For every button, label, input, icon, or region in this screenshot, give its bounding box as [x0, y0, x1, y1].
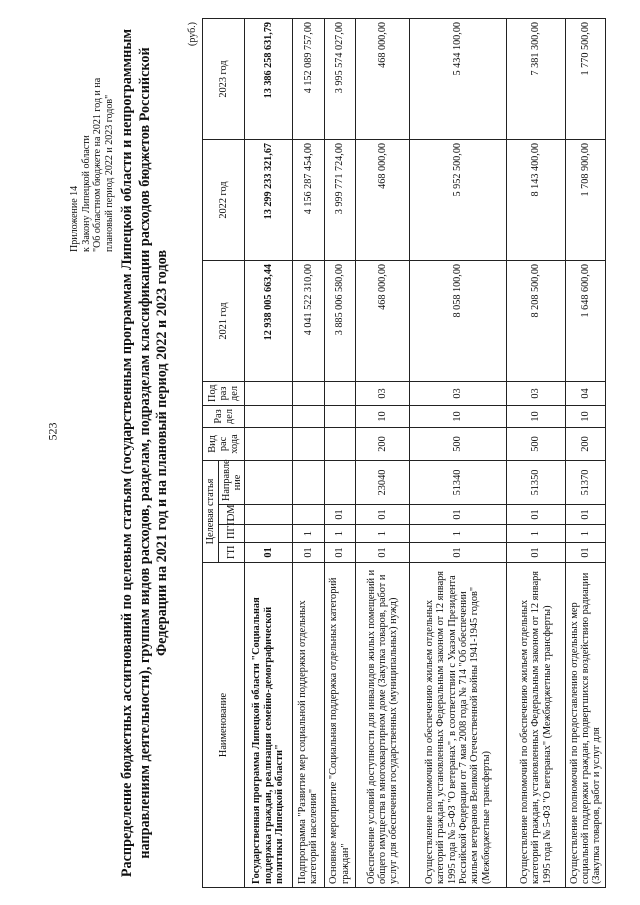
row-gp: 01 — [506, 543, 566, 563]
row-2023: 1 770 500,00 — [566, 18, 606, 139]
row-2022: 468 000,00 — [355, 139, 409, 260]
header-pgp: ПГП — [219, 525, 245, 543]
row-razd — [293, 405, 324, 427]
row-2021: 12 938 005 663,44 — [245, 260, 293, 381]
row-2023: 5 434 100,00 — [410, 18, 506, 139]
page-number: 523 — [45, 422, 60, 441]
row-name: Государственная программа Липецкой области "Социальная поддержка граждан, реализация семейно-демографической политики Липецкой области" — [245, 563, 293, 888]
row-2021: 468 000,00 — [355, 260, 409, 381]
row-razd — [324, 405, 355, 427]
row-direction: 51350 — [506, 460, 566, 504]
row-pgp: 1 — [410, 525, 506, 543]
row-2022: 5 952 500,00 — [410, 139, 506, 260]
row-vid: 500 — [410, 427, 506, 460]
appendix-note — [69, 22, 115, 252]
row-2023: 13 386 258 631,79 — [245, 18, 293, 139]
table-body — [245, 18, 606, 887]
row-vid — [245, 427, 293, 460]
row-podrazd: 03 — [355, 381, 409, 405]
row-om — [293, 505, 324, 525]
table-row — [410, 18, 506, 887]
row-pgp — [245, 525, 293, 543]
row-direction — [245, 460, 293, 504]
row-2023: 7 381 300,00 — [506, 18, 566, 139]
row-name: Основное мероприятие "Социальная поддержка отдельных категорий граждан" — [324, 563, 355, 888]
row-om: 01 — [410, 505, 506, 525]
row-podrazd — [293, 381, 324, 405]
row-razd: 10 — [410, 405, 506, 427]
row-om: 01 — [506, 505, 566, 525]
appendix-line: к Закону Липецкой области — [80, 135, 92, 252]
row-name: Осуществление полномочий по предоставлению отдельных мер социальной поддержки граждан, подвергшихся воздействию радиации (Закупка товаров, работ и услуг для — [566, 563, 606, 888]
row-2022: 3 999 771 724,00 — [324, 139, 355, 260]
row-2022: 4 156 287 454,00 — [293, 139, 324, 260]
budget-table — [202, 18, 606, 888]
header-2021: 2021 год — [203, 260, 245, 381]
header-2022: 2022 год — [203, 139, 245, 260]
row-vid: 200 — [566, 427, 606, 460]
table-row — [566, 18, 606, 887]
row-pgp: 1 — [324, 525, 355, 543]
row-2022: 8 143 400,00 — [506, 139, 566, 260]
row-2021: 8 208 500,00 — [506, 260, 566, 381]
header-gp: ГП — [219, 543, 245, 563]
appendix-line: Приложение 14 — [69, 185, 80, 252]
table-row — [506, 18, 566, 887]
row-direction — [324, 460, 355, 504]
row-om: 01 — [566, 505, 606, 525]
row-om: 01 — [324, 505, 355, 525]
row-vid: 500 — [506, 427, 566, 460]
table-row — [293, 18, 324, 887]
row-pgp: 1 — [566, 525, 606, 543]
header-vid: Вид рас хода — [203, 427, 245, 460]
row-pgp: 1 — [355, 525, 409, 543]
header-om: ОМ — [219, 505, 245, 525]
row-podrazd — [324, 381, 355, 405]
row-2023: 468 000,00 — [355, 18, 409, 139]
row-pgp: 1 — [293, 525, 324, 543]
document-title: Распределение бюджетных ассигнований по целевым статьям (государственным программам Липецкой области и непрограммным направлениям деятельности), группам видов расходов, разделам, подразделам классификации расходов бюджетов Российской Федерации на 2021 год и на плановый период 2022 и 2023 годов — [119, 28, 170, 878]
row-2023: 3 995 574 027,00 — [324, 18, 355, 139]
row-name: Осуществление полномочий по обеспечению жильем отдельных категорий граждан, установленных Федеральным законом от 12 января 1995 года № 5-ФЗ "О ветеранах" (Межбюджетные трансферты) — [506, 563, 566, 888]
header-2023: 2023 год — [203, 18, 245, 139]
row-name: Подпрограмма "Развитие мер социальной поддержки отдельных категорий населения" — [293, 563, 324, 888]
row-podrazd: 04 — [566, 381, 606, 405]
row-podrazd: 03 — [410, 381, 506, 405]
row-direction: 51340 — [410, 460, 506, 504]
row-2021: 1 648 600,00 — [566, 260, 606, 381]
row-podrazd — [245, 381, 293, 405]
header-razd: Раз дел — [203, 405, 245, 427]
row-direction — [293, 460, 324, 504]
row-gp: 01 — [293, 543, 324, 563]
unit-label: (руб.) — [187, 22, 198, 46]
header-podrazd: Под раз дел — [203, 381, 245, 405]
row-direction: 51370 — [566, 460, 606, 504]
header-target-article: Целевая статья — [203, 460, 219, 562]
appendix-line: "Об областном бюджете на 2021 год и на — [92, 77, 103, 252]
row-gp: 01 — [566, 543, 606, 563]
row-razd: 10 — [566, 405, 606, 427]
header-name: Наименование — [203, 563, 245, 888]
row-2023: 4 152 089 757,00 — [293, 18, 324, 139]
row-vid: 200 — [355, 427, 409, 460]
header-direction: Направле ние — [219, 460, 245, 504]
row-vid — [324, 427, 355, 460]
row-gp: 01 — [324, 543, 355, 563]
table-row — [324, 18, 355, 887]
row-2021: 4 041 522 310,00 — [293, 260, 324, 381]
row-name: Обеспечение условий доступности для инвалидов жилых помещений и общего имущества в многоквартирном доме (Закупка товаров, работ и услуг для обеспечения государственных (муниципальных) нужд) — [355, 563, 409, 888]
row-direction: 23040 — [355, 460, 409, 504]
row-razd — [245, 405, 293, 427]
appendix-line: плановый период 2022 и 2023 годов" — [103, 94, 115, 252]
row-gp: 01 — [410, 543, 506, 563]
rotated-document — [25, 18, 615, 888]
row-razd: 10 — [506, 405, 566, 427]
row-2022: 13 299 233 321,67 — [245, 139, 293, 260]
row-gp: 01 — [355, 543, 409, 563]
row-om — [245, 505, 293, 525]
table-row — [245, 18, 293, 887]
row-2021: 8 058 100,00 — [410, 260, 506, 381]
row-2021: 3 885 006 580,00 — [324, 260, 355, 381]
row-vid — [293, 427, 324, 460]
row-razd: 10 — [355, 405, 409, 427]
table-row — [355, 18, 409, 887]
row-podrazd: 03 — [506, 381, 566, 405]
row-gp: 01 — [245, 543, 293, 563]
row-om: 01 — [355, 505, 409, 525]
row-pgp: 1 — [506, 525, 566, 543]
row-2022: 1 708 900,00 — [566, 139, 606, 260]
row-name: Осуществление полномочий по обеспечению жильем отдельных категорий граждан, установленных Федеральным законом от 12 января 1995 года № 5-ФЗ "О ветеранах", в соответствии с Указом Президента Российской Федерации от 7 мая 2008 года № 714 "Об обеспечении жильем ветеранов Великой Отечественной войны 1941-1945 годов" (Межбюджетные трансферты) — [410, 563, 506, 888]
